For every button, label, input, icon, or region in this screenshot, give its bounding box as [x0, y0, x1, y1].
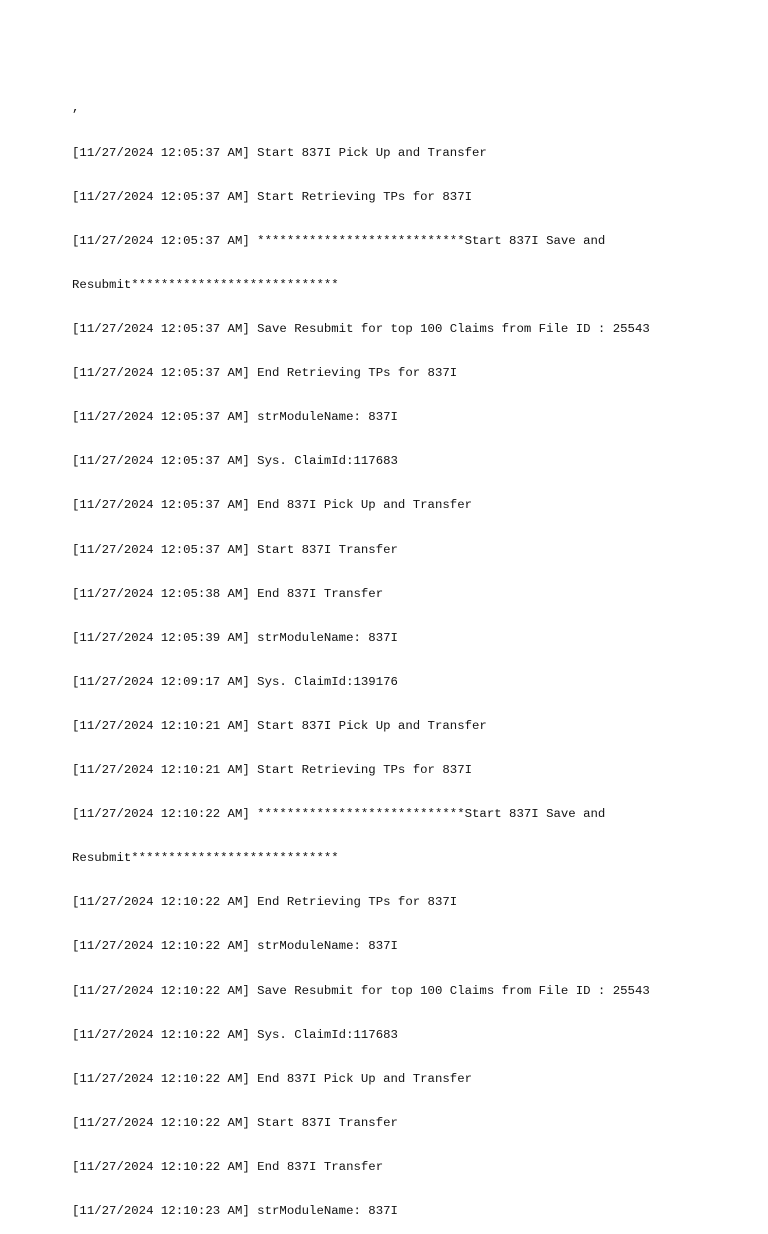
log-line: [11/27/2024 12:10:22 AM] Sys. ClaimId:117683	[72, 1027, 398, 1042]
log-line: [11/27/2024 12:05:37 AM] ****************************Start 837I Save and	[72, 233, 606, 248]
log-line: [11/27/2024 12:05:37 AM] Start Retrieving TPs for 837I	[72, 189, 473, 204]
log-line: [11/27/2024 12:05:37 AM] strModuleName: 837I	[72, 410, 398, 425]
log-line: [11/27/2024 12:05:37 AM] End Retrieving TPs for 837I	[72, 366, 458, 381]
log-line: ,	[72, 101, 80, 116]
log-line: [11/27/2024 12:10:22 AM] Save Resubmit for top 100 Claims from File ID : 25543	[72, 983, 650, 998]
log-line: [11/27/2024 12:05:37 AM] End 837I Pick Up and Transfer	[72, 498, 473, 513]
log-line: [11/27/2024 12:10:22 AM] End 837I Pick Up and Transfer	[72, 1071, 473, 1086]
log-line: [11/27/2024 12:10:21 AM] Start 837I Pick Up and Transfer	[72, 718, 487, 733]
log-line: [11/27/2024 12:05:37 AM] Sys. ClaimId:117683	[72, 454, 398, 469]
log-line: [11/27/2024 12:10:22 AM] ****************************Start 837I Save and	[72, 807, 606, 822]
log-line-continuation: Resubmit****************************	[72, 851, 339, 866]
log-line: [11/27/2024 12:05:37 AM] Start 837I Transfer	[72, 542, 398, 557]
log-document	[72, 72, 682, 1234]
log-line: [11/27/2024 12:05:39 AM] strModuleName: 837I	[72, 630, 398, 645]
log-line: [11/27/2024 12:09:17 AM] Sys. ClaimId:139176	[72, 674, 398, 689]
log-line: [11/27/2024 12:05:37 AM] Start 837I Pick Up and Transfer	[72, 145, 487, 160]
log-line: [11/27/2024 12:05:37 AM] Save Resubmit for top 100 Claims from File ID : 25543	[72, 321, 650, 336]
log-line: [11/27/2024 12:10:22 AM] strModuleName: 837I	[72, 939, 398, 954]
log-line: [11/27/2024 12:10:22 AM] End Retrieving TPs for 837I	[72, 895, 458, 910]
log-line: [11/27/2024 12:05:38 AM] End 837I Transfer	[72, 586, 384, 601]
log-line: [11/27/2024 12:10:22 AM] End 837I Transfer	[72, 1160, 384, 1175]
log-line: [11/27/2024 12:10:21 AM] Start Retrieving TPs for 837I	[72, 763, 473, 778]
log-line: [11/27/2024 12:10:23 AM] strModuleName: 837I	[72, 1204, 398, 1219]
log-line-continuation: Resubmit****************************	[72, 277, 339, 292]
log-line: [11/27/2024 12:10:22 AM] Start 837I Transfer	[72, 1115, 398, 1130]
